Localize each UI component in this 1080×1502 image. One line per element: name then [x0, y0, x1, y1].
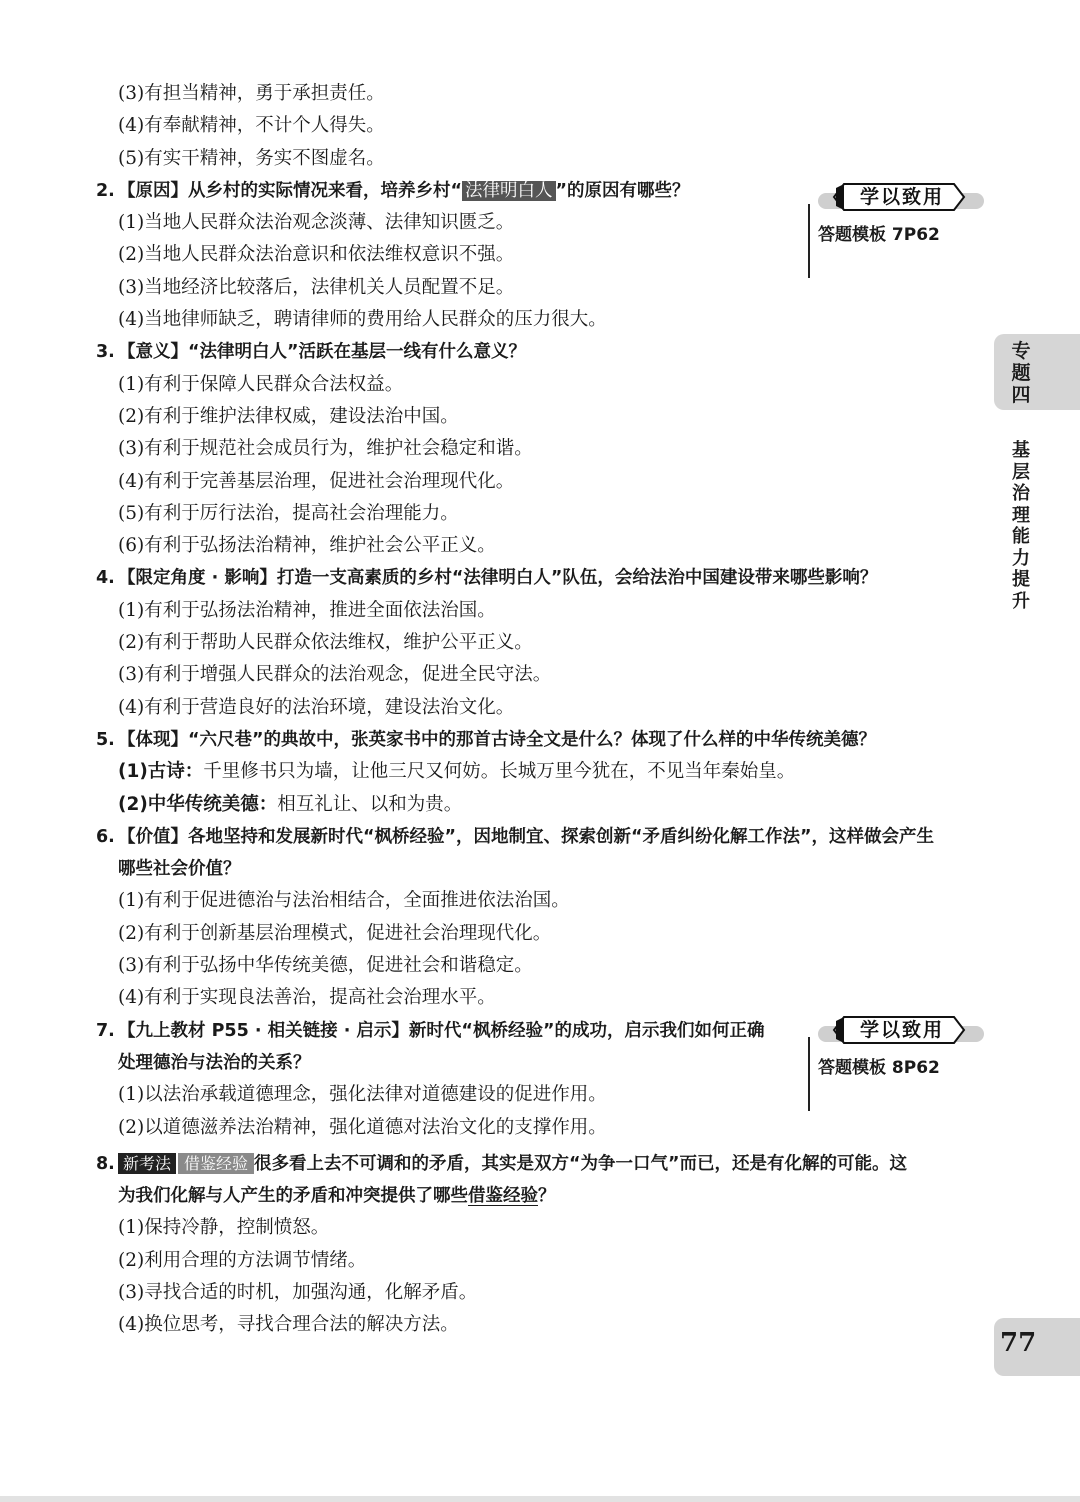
question-number: 3.: [96, 342, 115, 363]
question-text: ”的原因有哪些？: [555, 180, 690, 201]
page-bottom-edge: [0, 1496, 1080, 1502]
question-text: 【限定角度 · 影响】打造一支高素质的乡村“法律明白人”队伍，会给法治中国建设带来哪些影响？: [118, 568, 878, 589]
question-text: 【价值】各地坚持和发展新时代“枫桥经验”，因地制宜、探索创新“矛盾纠纷化解工作法”，这样做会产生: [118, 826, 935, 847]
question-number: 4.: [96, 568, 115, 589]
question-7-continued: 处理德治与法治的关系？: [118, 1052, 311, 1073]
answer-item: (3)有利于弘扬中华传统美德，促进社会和谐稳定。: [118, 955, 533, 977]
banner-title: 学以致用: [859, 186, 944, 208]
answer-item: (4)当地律师缺乏，聘请律师的费用给人民群众的压力很大。: [118, 309, 607, 331]
page-number: 77: [1000, 1328, 1037, 1358]
answer-item: (3)有利于规范社会成员行为，维护社会稳定和谐。: [118, 438, 533, 460]
answer-item: (3)寻找合适的时机，加强沟通，化解矛盾。: [118, 1281, 478, 1303]
question-text: ？: [538, 1186, 556, 1207]
question-text: 很多看上去不可调和的矛盾，其实是双方“为争一口气”而已，还是有化解的可能。这: [254, 1153, 908, 1174]
answer-text: 千里修书只为墙，让他三尺又何妨。长城万里今犹在，不见当年秦始皇。: [203, 761, 796, 783]
question-number: 6.: [96, 826, 115, 847]
answer-item: (1)保持冷静，控制愤怒。: [118, 1217, 330, 1239]
answer-item: (4)有利于实现良法善治，提高社会治理水平。: [118, 987, 496, 1009]
answer-item: (1)有利于弘扬法治精神，推进全面依法治国。: [118, 599, 496, 621]
question-number: 2.: [96, 180, 115, 201]
answer-item: (3)有利于增强人民群众的法治观念，促进全民守法。: [118, 664, 552, 686]
intro-item: (5)有实干精神，务实不图虚名。: [118, 147, 385, 169]
apply-learning-box-2: [806, 1015, 986, 1111]
answer-item: (2)有利于创新基层治理模式，促进社会治理现代化。: [118, 922, 552, 944]
question-3: [96, 336, 986, 368]
answer-item: (5)有利于厉行法治，提高社会治理能力。: [118, 502, 459, 524]
underlined-term: 借鉴经验: [468, 1186, 538, 1207]
box-divider: [808, 1037, 810, 1111]
answer-item: (6)有利于弘扬法治精神，维护社会公平正义。: [118, 535, 496, 557]
answer-item: (2)利用合理的方法调节情绪。: [118, 1249, 367, 1271]
answer-item: (2)有利于维护法律权威，建设法治中国。: [118, 405, 459, 427]
answer-item: (2)当地人民群众法治意识和依法维权意识不强。: [118, 244, 515, 266]
answer-item: (4)换位思考，寻找合理合法的解决方法。: [118, 1314, 459, 1336]
apply-learning-banner: [814, 1015, 986, 1045]
intro-item: (3)有担当精神，勇于承担责任。: [118, 83, 385, 104]
question-text: 【意义】“法律明白人”活跃在基层一线有什么意义？: [118, 342, 527, 363]
question-4: [96, 562, 986, 594]
chapter-tab-label: 专题四: [1011, 340, 1031, 406]
answer-item: (4)有利于营造良好的法治环境，建设法治文化。: [118, 696, 515, 718]
question-number: 7.: [96, 1020, 115, 1041]
question-8-continued: [96, 1180, 986, 1212]
intro-item: (4)有奉献精神，不计个人得失。: [118, 115, 385, 137]
answer-label: (1)古诗：: [118, 761, 204, 783]
question-text: 为我们化解与人产生的矛盾和冲突提供了哪些: [118, 1186, 468, 1207]
apply-learning-box-1: [806, 182, 986, 278]
answer-item: (1)以法治承载道德理念，强化法律对道德建设的促进作用。: [118, 1084, 607, 1106]
question-6: [96, 821, 986, 853]
answer-item: (2)有利于帮助人民群众依法维权，维护公平正义。: [118, 632, 533, 654]
answer-label: (2)中华传统美德：: [118, 793, 278, 815]
new-method-tag: 新考法: [118, 1153, 176, 1174]
question-number: 5.: [96, 729, 115, 750]
answer-item: (2)以道德滋养法治精神，强化道德对法治文化的支撑作用。: [118, 1116, 607, 1138]
answer-item: (1)有利于促进德治与法治相结合，全面推进依法治国。: [118, 890, 570, 912]
answer-item: [96, 789, 986, 821]
answer-item: (3)当地经济比较落后，法律机关人员配置不足。: [118, 276, 515, 298]
answer-item: (1)当地人民群众法治观念淡薄、法律知识匮乏。: [118, 212, 515, 234]
question-6-continued: 哪些社会价值？: [118, 859, 241, 880]
answer-text: 相互礼让、以和为贵。: [277, 793, 463, 815]
question-text: 【原因】从乡村的实际情况来看，培养乡村“: [118, 180, 462, 201]
answer-item: (1)有利于保障人民群众合法权益。: [118, 373, 404, 395]
question-5: [96, 724, 986, 756]
answer-item: (4)有利于完善基层治理，促进社会治理现代化。: [118, 470, 515, 492]
highlight-term: 法律明白人: [462, 181, 556, 201]
question-text: 【体现】“六尺巷”的典故中，张英家书中的那首古诗全文是什么？体现了什么样的中华传统美德？: [118, 729, 876, 750]
box-divider: [808, 204, 810, 278]
apply-learning-banner: [814, 182, 986, 212]
chapter-subtitle: 基层治理能力提升: [1012, 440, 1030, 612]
question-8: [96, 1148, 986, 1180]
template-reference: 答题模板 8P62: [818, 1058, 940, 1078]
question-text: 【九上教材 P55 · 相关链接 · 启示】新时代“枫桥经验”的成功，启示我们如何正确: [118, 1020, 765, 1041]
borrow-experience-tag: 借鉴经验: [178, 1153, 254, 1174]
banner-title: 学以致用: [859, 1019, 944, 1041]
question-number: 8.: [96, 1153, 115, 1174]
answer-item: [96, 756, 986, 788]
template-reference: 答题模板 7P62: [818, 225, 940, 245]
